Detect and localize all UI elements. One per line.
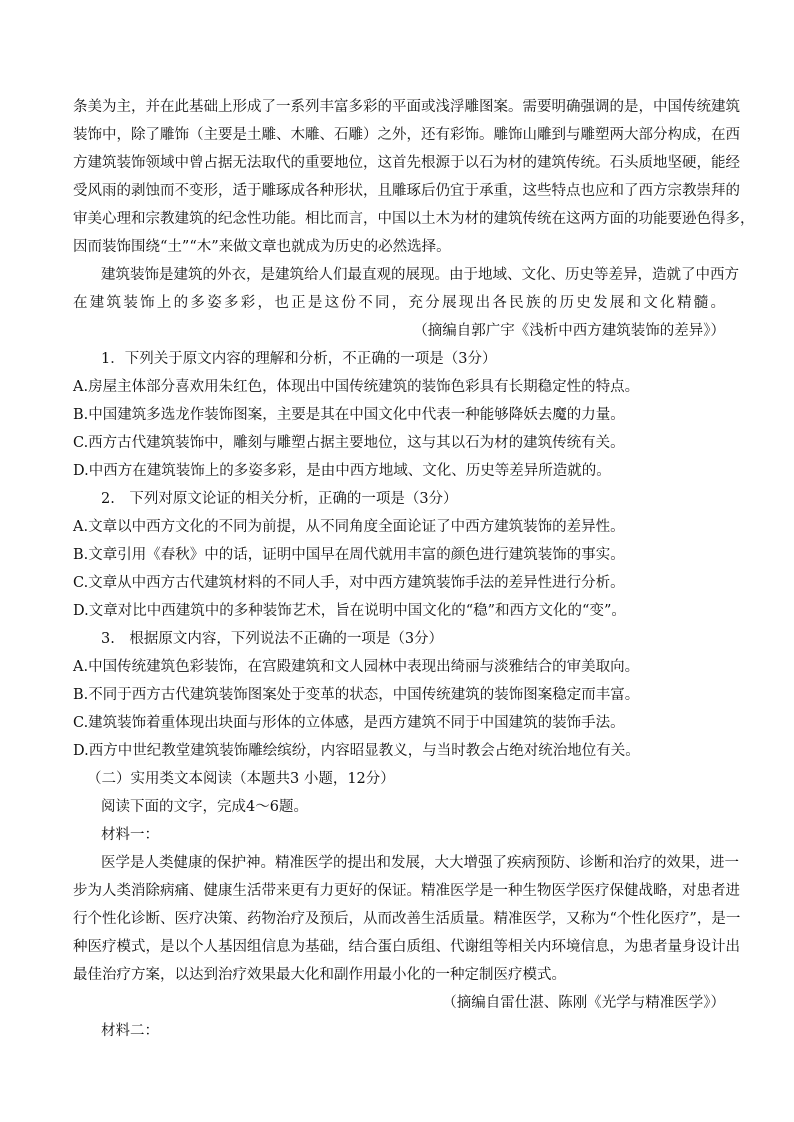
question-option: A.房屋主体部分喜欢用朱红色，体现出中国传统建筑的装饰色彩具有长期稳定性的特点。 xyxy=(73,379,640,395)
text-line: 最佳治疗方案，以达到治疗效果最大化和副作用最小化的一种定制医疗模式。 xyxy=(73,967,566,983)
question-stem: 1．下列关于原文内容的理解和分析，不正确的一项是（3分） xyxy=(101,351,497,367)
text-line: 条美为主，并在此基础上形成了一系列丰富多彩的平面或浅浮雕图案。需要明确强调的是，中国传统建筑 xyxy=(73,99,740,115)
question-option: C.文章从中西方古代建筑材料的不同人手，对中西方建筑装饰手法的差异性进行分析。 xyxy=(73,575,625,591)
text-line: 审美心理和宗教建筑的纪念性功能。相比而言，中国以土木为材的建筑传统在这两方面的功能要逊色得多， xyxy=(73,211,755,227)
text-line: 步为人类消除病痛、健康生活带来更有力更好的保证。精准医学是一种生物医学医疗保健战略，对患者进 xyxy=(73,883,740,899)
source-citation: （摘编自雷仕湛、陈刚《光学与精准医学》） xyxy=(442,995,725,1011)
text-line: 装饰中，除了雕饰（主要是土雕、木雕、石雕）之外，还有彩饰。雕饰山雕到与雕塑两大部分构成，在西 xyxy=(73,127,740,143)
instruction-text: 阅读下面的文字，完成4～6题。 xyxy=(101,799,308,815)
text-line: 方建筑装饰领域中曾占据无法取代的重要地位，这首先根源于以石为材的建筑传统。石头质地坚硬，能经 xyxy=(73,155,740,171)
question-option: A.中国传统建筑色彩装饰，在宫殿建筑和文人园林中表现出绮丽与淡雅结合的审美取向。 xyxy=(73,659,640,675)
question-option: B.不同于西方古代建筑装饰图案处于变革的状态，中国传统建筑的装饰图案稳定而丰富。 xyxy=(73,687,640,703)
text-line: 在建筑装饰上的多姿多彩，也正是这份不同，充分展现出各民族的历史发展和文化精髓。 xyxy=(73,295,725,311)
material-label: 材料一： xyxy=(101,827,159,843)
question-option: C.建筑装饰着重体现出块面与形体的立体感，是西方建筑不同于中国建筑的装饰手法。 xyxy=(73,715,625,731)
text-line: 种医疗模式，是以个人基因组信息为基础，结合蛋白质组、代谢组等相关内环境信息，为患者量身设计出 xyxy=(73,939,740,955)
text-line: 因而装饰围绕“土”“木”来做文章也就成为历史的必然选择。 xyxy=(73,239,451,255)
question-stem: 3. 根据原文内容，下列说法不正确的一项是（3分） xyxy=(101,631,444,647)
question-stem: 2. 下列对原文论证的相关分析，正确的一项是（3分） xyxy=(101,491,458,507)
text-line: 建筑装饰是建筑的外衣，是建筑给人们最直观的展现。由于地域、文化、历史等差异，造就了中西方 xyxy=(101,267,739,283)
text-line: 行个性化诊断、医疗决策、药物治疗及预后，从而改善生活质量。精准医学，又称为“个性化医疗”，是一 xyxy=(73,911,741,927)
question-option: A.文章以中西方文化的不同为前提，从不同角度全面论证了中西方建筑装饰的差异性。 xyxy=(73,519,625,535)
text-line: 受风雨的剥蚀而不变形，适于雕琢成各种形状，且雕琢后仍宜于承重，这些特点也应和了西方宗教崇拜的 xyxy=(73,183,740,199)
question-option: D.西方中世纪教堂建筑装饰雕绘缤纷，内容昭显教义，与当时教会占绝对统治地位有关。 xyxy=(73,743,640,759)
section-heading: （二）实用类文本阅读（本题共3 小题，12分） xyxy=(87,771,395,787)
question-option: B.文章引用《春秋》中的话，证明中国早在周代就用丰富的颜色进行建筑装饰的事实。 xyxy=(73,547,625,563)
question-option: D.文章对比中西建筑中的多种装饰艺术，旨在说明中国文化的“稳”和西方文化的“变”。 xyxy=(73,603,626,619)
question-option: B.中国建筑多选龙作装饰图案，主要是其在中国文化中代表一种能够降妖去魔的力量。 xyxy=(73,407,625,423)
source-citation: （摘编自郭广宇《浅析中西方建筑装饰的差异》） xyxy=(413,323,725,339)
material-label: 材料二： xyxy=(101,1023,159,1039)
question-option: C.西方古代建筑装饰中，雕刻与雕塑占据主要地位，这与其以石为材的建筑传统有关。 xyxy=(73,435,625,451)
question-option: D.中西方在建筑装饰上的多姿多彩，是由中西方地域、文化、历史等差异所造就的。 xyxy=(73,463,611,479)
text-line: 医学是人类健康的保护神。精准医学的提出和发展，大大增强了疾病预防、诊断和治疗的效果，进一 xyxy=(101,855,739,871)
